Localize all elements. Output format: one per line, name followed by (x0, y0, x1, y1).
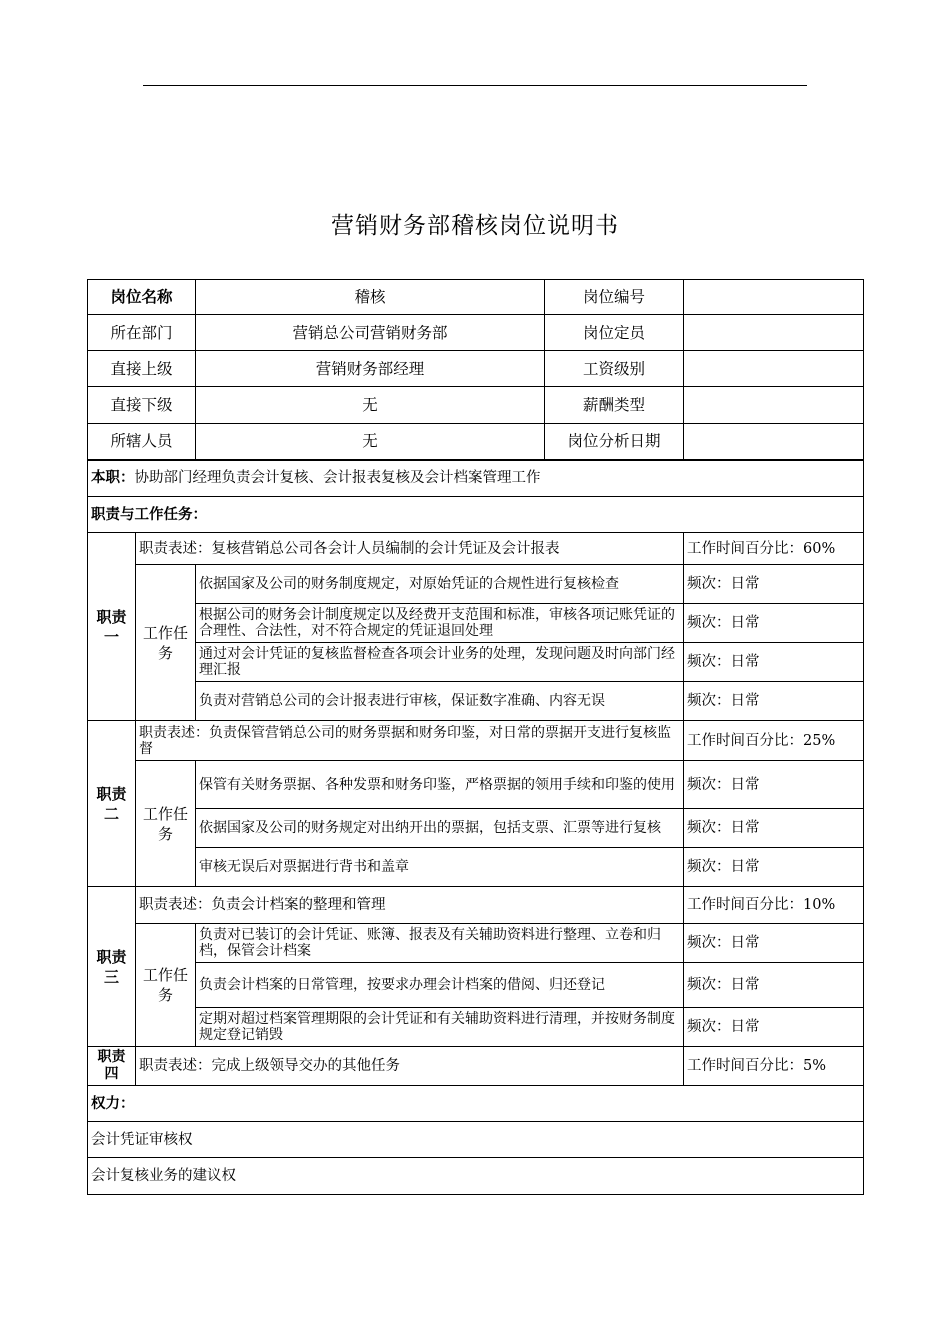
task-text: 审核无误后对票据进行背书和盖章 (196, 848, 684, 887)
duty-percent: 工作时间百分比：25% (684, 721, 864, 761)
task-text: 负责会计档案的日常管理，按要求办理会计档案的借阅、归还登记 (196, 963, 684, 1008)
task-row (88, 604, 864, 643)
authority-item: 会计复核业务的建议权 (88, 1158, 864, 1195)
task-text: 负责对已装订的会计凭证、账簿、报表及有关辅助资料进行整理、立卷和归档，保管会计档案 (196, 924, 684, 963)
duty-percent: 工作时间百分比：10% (684, 887, 864, 924)
main-duty-text: 协助部门经理负责会计复核、会计报表复核及会计档案管理工作 (134, 470, 541, 487)
header-value: 营销财务部经理 (196, 351, 545, 387)
task-row (88, 963, 864, 1008)
task-row (88, 848, 864, 887)
duty-label: 职责二 (88, 721, 136, 887)
task-frequency: 频次：日常 (684, 682, 864, 721)
duty-statement-row (88, 721, 864, 761)
duty-statement-row (88, 533, 864, 565)
header-label-2: 岗位编号 (545, 280, 684, 315)
task-label: 工作任务 (136, 565, 196, 721)
task-frequency: 频次：日常 (684, 1008, 864, 1047)
task-frequency: 频次：日常 (684, 565, 864, 604)
header-label-2: 岗位分析日期 (545, 424, 684, 460)
duty-statement: 职责表述：负责会计档案的整理和管理 (136, 887, 684, 924)
header-label: 岗位名称 (88, 280, 196, 315)
task-frequency: 频次：日常 (684, 761, 864, 809)
header-row (88, 280, 864, 315)
task-text: 依据国家及公司的财务规定对出纳开出的票据，包括支票、汇票等进行复核 (196, 809, 684, 848)
duty-label: 职责四 (88, 1047, 136, 1086)
duty-statement: 职责表述：复核营销总公司各会计人员编制的会计凭证及会计报表 (136, 533, 684, 565)
task-frequency: 频次：日常 (684, 604, 864, 643)
authority-row (88, 1122, 864, 1158)
authority-header: 权力： (88, 1086, 864, 1122)
duty-statement: 职责表述：完成上级领导交办的其他任务 (136, 1047, 684, 1086)
task-row (88, 565, 864, 604)
duties-header: 职责与工作任务： (88, 497, 864, 533)
authority-row (88, 1158, 864, 1195)
header-value-2 (684, 387, 864, 424)
header-value: 稽核 (196, 280, 545, 315)
header-row (88, 387, 864, 424)
header-label-2: 工资级别 (545, 351, 684, 387)
main-duty-label: 本职： (91, 470, 135, 487)
header-rule (143, 85, 807, 86)
task-label: 工作任务 (136, 924, 196, 1047)
duty-statement: 职责表述：负责保管营销总公司的财务票据和财务印鉴，对日常的票据开支进行复核监督 (136, 721, 684, 761)
header-label: 直接上级 (88, 351, 196, 387)
header-row (88, 315, 864, 351)
header-value-2 (684, 315, 864, 351)
header-value-2 (684, 280, 864, 315)
task-text: 负责对营销总公司的会计报表进行审核，保证数字准确、内容无误 (196, 682, 684, 721)
task-row (88, 761, 864, 809)
header-label: 所在部门 (88, 315, 196, 351)
task-text: 依据国家及公司的财务制度规定，对原始凭证的合规性进行复核检查 (196, 565, 684, 604)
page-title: 营销财务部稽核岗位说明书 (331, 213, 619, 239)
header-value-2 (684, 351, 864, 387)
task-frequency: 频次：日常 (684, 809, 864, 848)
task-text: 通过对会计凭证的复核监督检查各项会计业务的处理，发现问题及时向部门经理汇报 (196, 643, 684, 682)
task-text: 根据公司的财务会计制度规定以及经费开支范围和标准，审核各项记账凭证的合理性、合法性，对不符合规定的凭证退回处理 (196, 604, 684, 643)
header-label: 直接下级 (88, 387, 196, 424)
header-value: 无 (196, 424, 545, 460)
duty-statement-row (88, 887, 864, 924)
task-text: 定期对超过档案管理期限的会计凭证和有关辅助资料进行清理，并按财务制度规定登记销毁 (196, 1008, 684, 1047)
header-row (88, 351, 864, 387)
header-value-2 (684, 424, 864, 460)
main-duty-row (88, 460, 864, 497)
task-row (88, 924, 864, 963)
duty-percent: 工作时间百分比：60% (684, 533, 864, 565)
task-frequency: 频次：日常 (684, 963, 864, 1008)
task-row (88, 809, 864, 848)
header-value: 营销总公司营销财务部 (196, 315, 545, 351)
duty-statement-row (88, 1047, 864, 1086)
task-frequency: 频次：日常 (684, 924, 864, 963)
header-row (88, 424, 864, 460)
task-frequency: 频次：日常 (684, 848, 864, 887)
header-label-2: 薪酬类型 (545, 387, 684, 424)
task-label: 工作任务 (136, 761, 196, 887)
duties-header-row (88, 497, 864, 533)
task-row (88, 682, 864, 721)
authority-item: 会计凭证审核权 (88, 1122, 864, 1158)
task-row (88, 1008, 864, 1047)
authority-header-row (88, 1086, 864, 1122)
duty-label: 职责三 (88, 887, 136, 1047)
header-value: 无 (196, 387, 545, 424)
task-row (88, 643, 864, 682)
task-text: 保管有关财务票据、各种发票和财务印鉴，严格票据的领用手续和印鉴的使用 (196, 761, 684, 809)
header-label: 所辖人员 (88, 424, 196, 460)
duty-label: 职责一 (88, 533, 136, 721)
job-description-table (87, 279, 864, 1195)
header-label-2: 岗位定员 (545, 315, 684, 351)
duty-percent: 工作时间百分比：5% (684, 1047, 864, 1086)
task-frequency: 频次：日常 (684, 643, 864, 682)
